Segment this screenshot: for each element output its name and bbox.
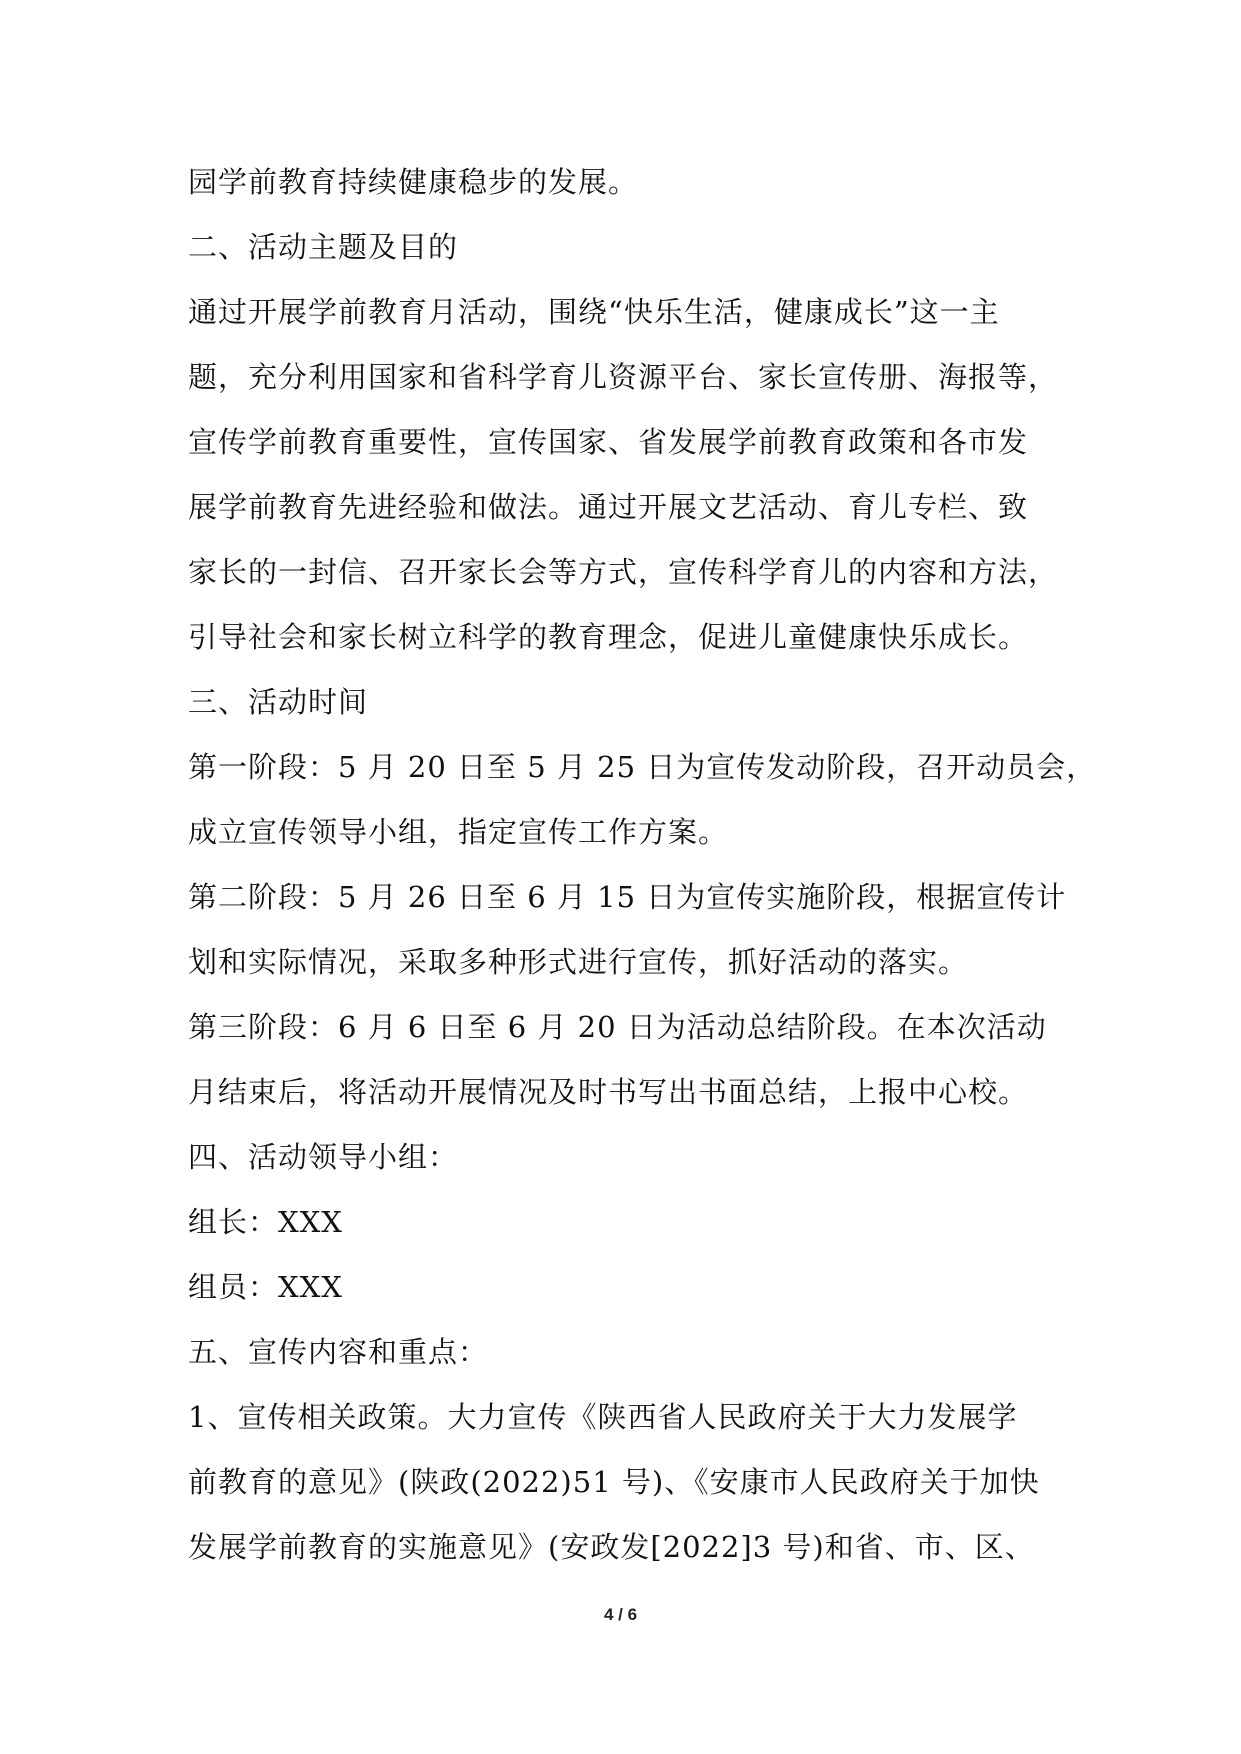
text-line: 前教育的意见》(陕政(2022)51 号)、《安康市人民政府关于加快 bbox=[188, 1465, 1040, 1499]
text-line: 发展学前教育的实施意见》(安政发[2022]3 号)和省、市、区、 bbox=[188, 1530, 1035, 1564]
text-line: 组长：XXX bbox=[188, 1205, 343, 1239]
section-heading: 五、宣传内容和重点： bbox=[188, 1335, 489, 1369]
document-body bbox=[188, 150, 1097, 1580]
text-line: 第二阶段：5 月 26 日至 6 月 15 日为宣传实施阶段，根据宣传计 bbox=[188, 880, 1067, 914]
text-line: 月结束后，将活动开展情况及时书写出书面总结，上报中心校。 bbox=[188, 1075, 1029, 1109]
text-line: 家长的一封信、召开家长会等方式，宣传科学育儿的内容和方法， bbox=[188, 555, 1059, 589]
text-line: 引导社会和家长树立科学的教育理念，促进儿童健康快乐成长。 bbox=[188, 620, 1029, 654]
text-line: 通过开展学前教育月活动，围绕“快乐生活，健康成长”这一主 bbox=[188, 295, 1000, 329]
section-heading: 二、活动主题及目的 bbox=[188, 230, 459, 264]
text-line: 展学前教育先进经验和做法。通过开展文艺活动、育儿专栏、致 bbox=[188, 490, 1029, 524]
text-line: 第一阶段：5 月 20 日至 5 月 25 日为宣传发动阶段，召开动员会， bbox=[188, 750, 1097, 784]
text-line: 组员：XXX bbox=[188, 1270, 343, 1304]
text-line: 成立宣传领导小组，指定宣传工作方案。 bbox=[188, 815, 729, 849]
text-line: 园学前教育持续健康稳步的发展。 bbox=[188, 165, 639, 199]
text-line: 1、宣传相关政策。大力宣传《陕西省人民政府关于大力发展学 bbox=[188, 1400, 1018, 1434]
section-heading: 三、活动时间 bbox=[188, 685, 369, 719]
text-line: 宣传学前教育重要性，宣传国家、省发展学前教育政策和各市发 bbox=[188, 425, 1029, 459]
text-line: 第三阶段：6 月 6 日至 6 月 20 日为活动总结阶段。在本次活动 bbox=[188, 1010, 1047, 1044]
page-number: 4 / 6 bbox=[603, 1605, 638, 1624]
section-heading: 四、活动领导小组： bbox=[188, 1140, 459, 1174]
text-line: 划和实际情况，采取多种形式进行宣传，抓好活动的落实。 bbox=[188, 945, 969, 979]
text-line: 题，充分利用国家和省科学育儿资源平台、家长宣传册、海报等， bbox=[188, 360, 1059, 394]
